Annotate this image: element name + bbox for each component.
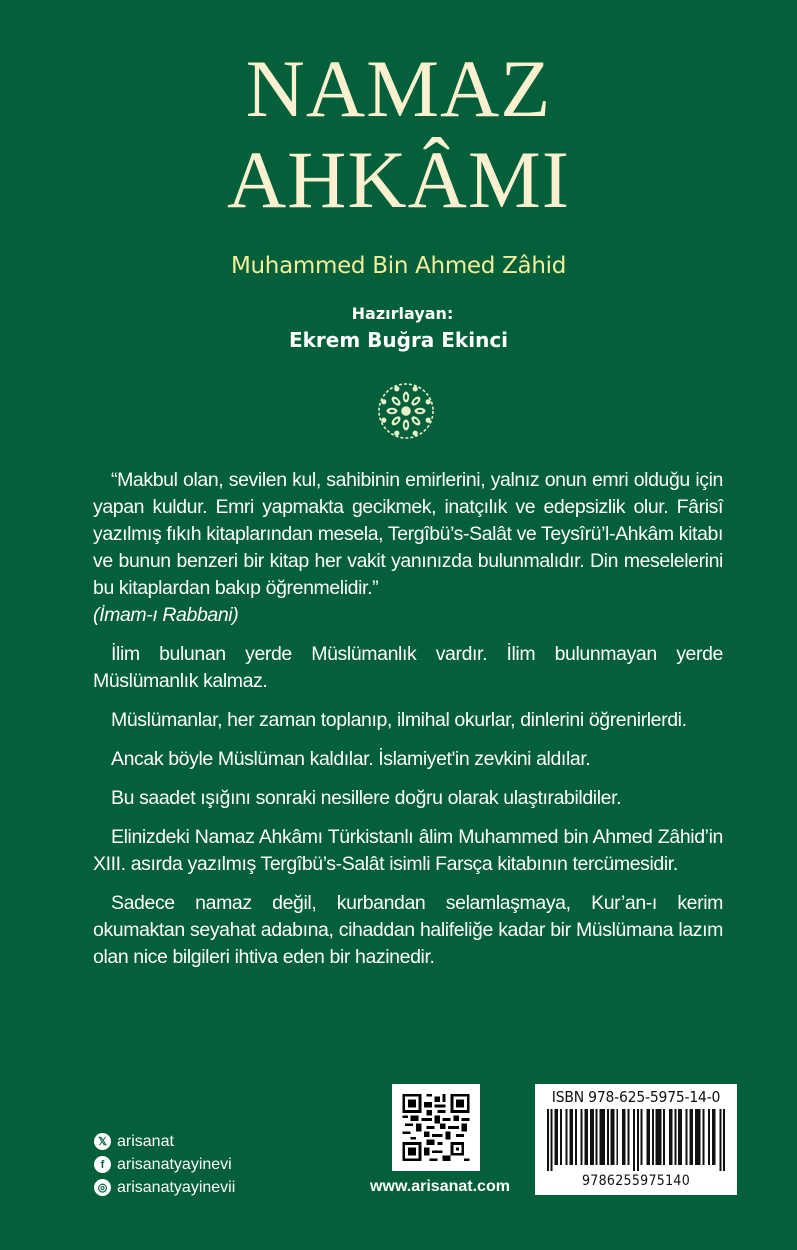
blurb-paragraph: Elinizdeki Namaz Ahkâmı Türkistanlı âlim Muhammed bin Ahmed Zâhid’in XIII. asırda yazılmış Tergîbü’s-Salât isimli Farsça kitabının tercümesidir.	[93, 826, 723, 875]
isbn-barcode-block	[535, 1084, 737, 1195]
blurb-paragraph: Sadece namaz değil, kurbandan selamlaşmaya, Kur’an-ı kerim okumaktan seyahat adabına, cihaddan halifeliğe kadar bir Müslümana lazım olan nice bilgileri ihtiva eden bir hazinedir.	[93, 892, 723, 968]
social-links	[94, 1130, 235, 1199]
isbn-digits: 9786255975140	[581, 1173, 691, 1189]
social-x[interactable]	[94, 1130, 235, 1153]
social-handle: arisanat	[117, 1132, 174, 1150]
title-line-2: AHKÂMI	[226, 134, 571, 225]
social-instagram[interactable]	[94, 1176, 235, 1199]
author-name: Muhammed Bin Ahmed Zâhid	[230, 253, 566, 279]
instagram-icon: ◎	[94, 1179, 111, 1196]
x-twitter-icon: 𝕏	[94, 1133, 111, 1150]
floral-rosette-icon	[376, 381, 436, 441]
social-handle: arisanatyayinevii	[117, 1178, 236, 1196]
title-line-1: NAMAZ	[245, 43, 552, 134]
facebook-icon: f	[94, 1156, 111, 1173]
blurb-paragraph: İlim bulunan yerde Müslümanlık vardır. İlim bulunmayan yerde Müslümanlık kalmaz.	[93, 643, 723, 692]
blurb-quote: “Makbul olan, sevilen kul, sahibinin emirlerini, yalnız onun emri olduğu için yapan kuldur. Emri yapmakta gecikmek, inatçılık ve edepsizlik olur. Fârisî yazılmış fıkıh kitaplarından mesela, Tergîbü’s-Salât ve Teysîrü’l-Ahkâm kitabı ve bunun benzeri bir kitap her vakit yanınızda bulunmalıdır. Din meselelerini bu kitaplardan bakıp öğrenmelidir.”	[93, 469, 723, 599]
isbn-label: ISBN 978-625-5975-14-0	[551, 1088, 721, 1106]
prepared-by-label: Hazırlayan:	[351, 304, 454, 323]
social-facebook[interactable]	[94, 1153, 235, 1176]
qr-code-icon	[402, 1094, 470, 1161]
barcode-icon	[547, 1109, 725, 1171]
website-link[interactable]: www.arisanat.com	[370, 1178, 510, 1195]
blurb-paragraph: Bu saadet ışığını sonraki nesillere doğru olarak ulaştırabildiler.	[111, 787, 622, 809]
blurb-paragraph: Ancak böyle Müslüman kaldılar. İslamiyet'in zevkini aldılar.	[111, 748, 591, 770]
qr-code[interactable]	[392, 1084, 480, 1171]
prepared-by-name: Ekrem Buğra Ekinci	[288, 328, 509, 352]
quote-attribution: (İmam-ı Rabbani)	[93, 604, 239, 626]
blurb-text	[93, 467, 723, 983]
blurb-paragraph: Müslümanlar, her zaman toplanıp, ilmihal okurlar, dinlerini öğrenirlerdi.	[111, 709, 687, 731]
social-handle: arisanatyayinevi	[117, 1155, 232, 1173]
